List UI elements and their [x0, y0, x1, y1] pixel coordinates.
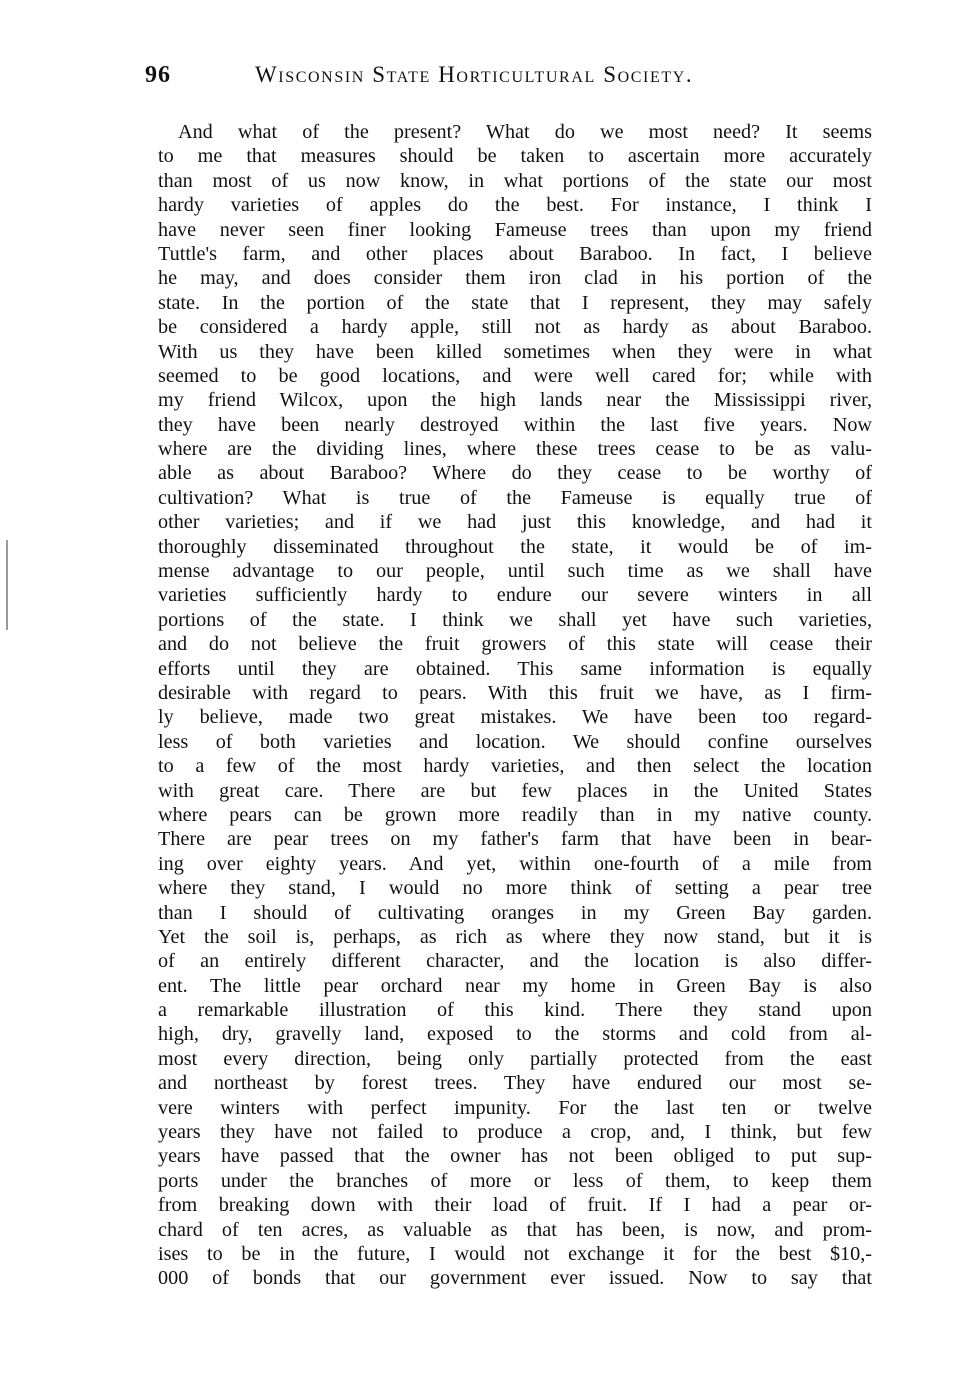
text-line: ly believe, made two great mistakes. We have been too regard-: [158, 706, 872, 729]
text-line: my friend Wilcox, upon the high lands near the Mississippi river,: [158, 389, 872, 412]
text-line: ports under the branches of more or less of them, to keep them: [158, 1169, 872, 1192]
text-line: be considered a hardy apple, still not as hardy as about Baraboo.: [158, 316, 872, 339]
text-line: of an entirely different character, and the location is also differ-: [158, 950, 872, 973]
text-line: where they stand, I would no more think of setting a pear tree: [158, 877, 872, 900]
text-line: varieties sufficiently hardy to endure our severe winters in all: [158, 584, 872, 607]
text-line: Yet the soil is, perhaps, as rich as where they now stand, but it is: [158, 925, 872, 948]
text-line: hardy varieties of apples do the best. For instance, I think I: [158, 194, 872, 217]
text-line: to a few of the most hardy varieties, and then select the location: [158, 755, 872, 778]
text-line: With us they have been killed sometimes when they were in what: [158, 340, 872, 363]
text-line: And what of the present? What do we most need? It seems: [178, 121, 872, 143]
text-line: desirable with regard to pears. With this fruit we have, as I firm-: [158, 681, 872, 704]
text-line: years they have not failed to produce a crop, and, I think, but few: [158, 1121, 872, 1144]
text-line: thoroughly disseminated throughout the state, it would be of im-: [158, 535, 872, 558]
text-line: mense advantage to our people, until such time as we shall have: [158, 560, 872, 583]
scan-margin-mark: [6, 540, 8, 630]
text-line: and do not believe the fruit growers of this state will cease their: [158, 633, 872, 656]
text-line: able as about Baraboo? Where do they cease to be worthy of: [158, 462, 872, 485]
text-line: Tuttle's farm, and other places about Baraboo. In fact, I believe: [158, 242, 872, 265]
text-line: ent. The little pear orchard near my home in Green Bay is also: [158, 974, 872, 997]
page-number: 96: [145, 62, 171, 88]
running-head: Wisconsin State Horticultural Society.: [255, 62, 694, 87]
text-line: where are the dividing lines, where these trees cease to be as valu-: [158, 438, 872, 461]
text-line: chard of ten acres, as valuable as that has been, is now, and prom-: [158, 1218, 872, 1241]
text-line: cultivation? What is true of the Fameuse is equally true of: [158, 486, 872, 509]
text-line: years have passed that the owner has not been obliged to put sup-: [158, 1145, 872, 1168]
text-line: 000 of bonds that our government ever issued. Now to say that: [158, 1267, 872, 1290]
text-line: from breaking down with their load of fruit. If I had a pear or-: [158, 1194, 872, 1217]
text-line: high, dry, gravelly land, exposed to the storms and cold from al-: [158, 1023, 872, 1046]
text-line: where pears can be grown more readily than in my native county.: [158, 803, 872, 826]
text-line: vere winters with perfect impunity. For the last ten or twelve: [158, 1096, 872, 1119]
text-line: with great care. There are but few places in the United States: [158, 779, 872, 802]
text-line: they have been nearly destroyed within the last five years. Now: [158, 413, 872, 436]
text-line: have never seen finer looking Fameuse trees than upon my friend: [158, 218, 872, 241]
text-line: and northeast by forest trees. They have endured our most se-: [158, 1072, 872, 1095]
text-line: to me that measures should be taken to ascertain more accurately: [158, 145, 872, 168]
text-line: he may, and does consider them iron clad in his portion of the: [158, 267, 872, 290]
text-line: than I should of cultivating oranges in my Green Bay garden.: [158, 901, 872, 924]
text-line: most every direction, being only partially protected from the east: [158, 1047, 872, 1070]
body-text: [158, 120, 872, 1291]
text-line: ing over eighty years. And yet, within one-fourth of a mile from: [158, 852, 872, 875]
text-line: seemed to be good locations, and were well cared for; while with: [158, 364, 872, 387]
text-line: a remarkable illustration of this kind. There they stand upon: [158, 999, 872, 1022]
text-line: There are pear trees on my father's farm that have been in bear-: [158, 828, 872, 851]
page-header: [145, 62, 875, 96]
text-line: ises to be in the future, I would not exchange it for the best $10,-: [158, 1242, 872, 1265]
text-line: efforts until they are obtained. This same information is equally: [158, 657, 872, 680]
text-line: portions of the state. I think we shall yet have such varieties,: [158, 608, 872, 631]
text-line: less of both varieties and location. We should confine ourselves: [158, 730, 872, 753]
text-line: other varieties; and if we had just this knowledge, and had it: [158, 511, 872, 534]
text-line: state. In the portion of the state that I represent, they may safely: [158, 291, 872, 314]
text-line: than most of us now know, in what portions of the state our most: [158, 169, 872, 192]
